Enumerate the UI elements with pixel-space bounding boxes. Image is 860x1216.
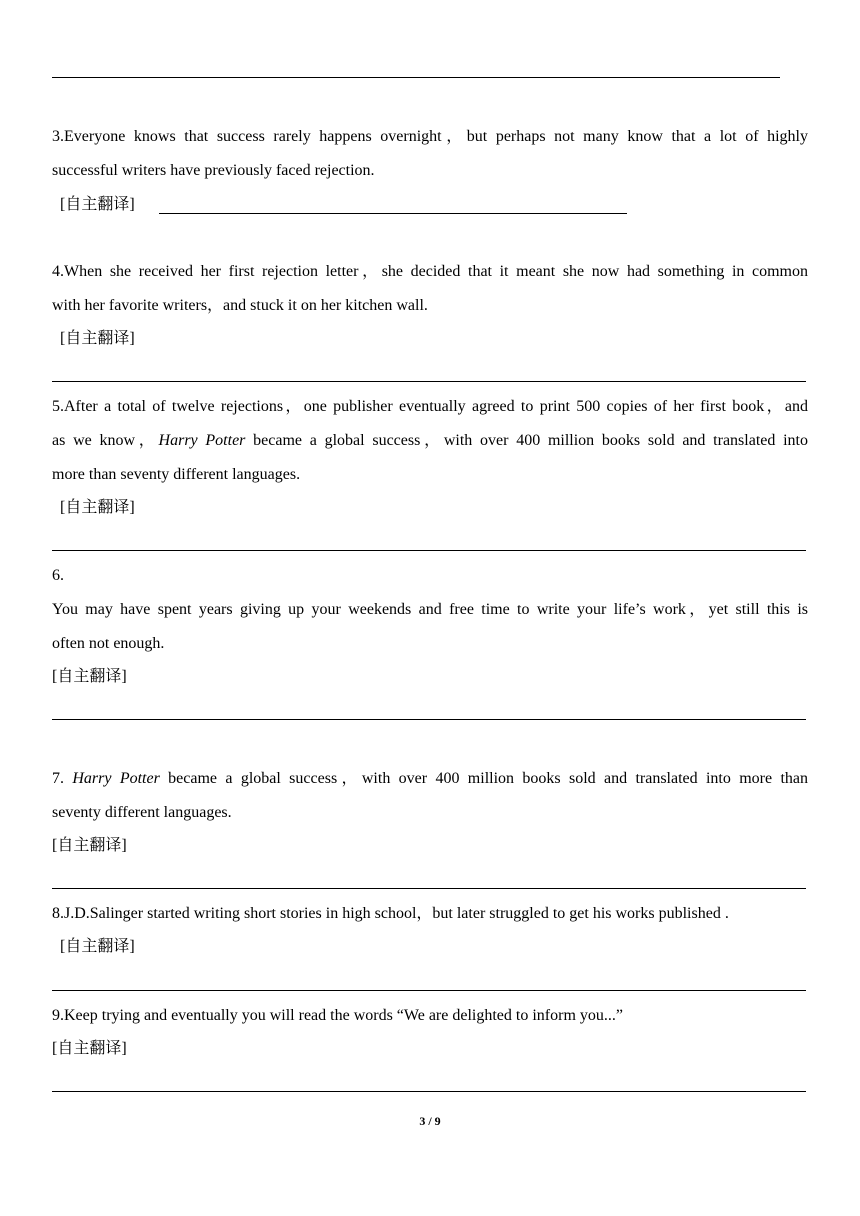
q9-translate-label: [自主翻译]	[52, 1040, 127, 1057]
q5-line-3: more than seventy different languages.	[52, 466, 301, 483]
q3-line-2: successful writers have previously faced rejection.	[52, 162, 375, 179]
q5-translate-label: [自主翻译]	[60, 499, 135, 516]
q8-line-1: 8.J.D.Salinger started writing short stories in high school，but later struggled to get his works published .	[52, 905, 729, 922]
q5-line-2	[52, 431, 808, 451]
q8-translate-label: [自主翻译]	[60, 938, 135, 955]
q4-line-1: 4.When she received her first rejection letter，she decided that it meant she now had something in common	[52, 263, 808, 280]
q6-line-1: You may have spent years giving up your weekends and free time to write your life’s work，yet still this is	[52, 601, 808, 618]
q7-translate-label: [自主翻译]	[52, 837, 127, 854]
q7-line-1	[52, 769, 808, 789]
q4-translate-label: [自主翻译]	[60, 330, 135, 347]
answer-line-top	[52, 77, 780, 78]
q7-line-2: seventy different languages.	[52, 804, 232, 821]
q5-line-2-post: became a global success，with over 400 million books sold and translated into	[245, 432, 809, 449]
q6-line-2: often not enough.	[52, 635, 165, 652]
q7-answer-line[interactable]	[52, 888, 806, 889]
q3-answer-line[interactable]	[159, 213, 627, 214]
q3-line-1: 3.Everyone knows that success rarely happens overnight，but perhaps not many know that a lot of highly	[52, 128, 808, 145]
q5-line-2-pre: as we know，	[52, 432, 159, 449]
q7-book-title: Harry Potter	[72, 770, 160, 787]
q4-answer-line[interactable]	[52, 381, 806, 382]
page-number: 3 / 9	[419, 1114, 441, 1128]
q5-book-title: Harry Potter	[158, 432, 246, 449]
q6-translate-label: [自主翻译]	[52, 668, 127, 685]
q7-line-1-pre: 7.	[52, 770, 73, 787]
q9-answer-line[interactable]	[52, 1091, 806, 1092]
q5-answer-line[interactable]	[52, 550, 806, 551]
q6-answer-line[interactable]	[52, 719, 806, 720]
q8-answer-line[interactable]	[52, 990, 806, 991]
q5-line-1: 5.After a total of twelve rejections，one publisher eventually agreed to print 500 copies of her first book，and	[52, 398, 809, 415]
q7-line-1-post: became a global success，with over 400 million books sold and translated into more than	[159, 770, 809, 787]
q3-translate-label: [自主翻译]	[60, 196, 135, 213]
q9-line-1: 9.Keep trying and eventually you will read the words “We are delighted to inform you...”	[52, 1007, 623, 1024]
q6-number: 6.	[52, 567, 64, 584]
q4-line-2: with her favorite writers，and stuck it on her kitchen wall.	[52, 297, 428, 314]
